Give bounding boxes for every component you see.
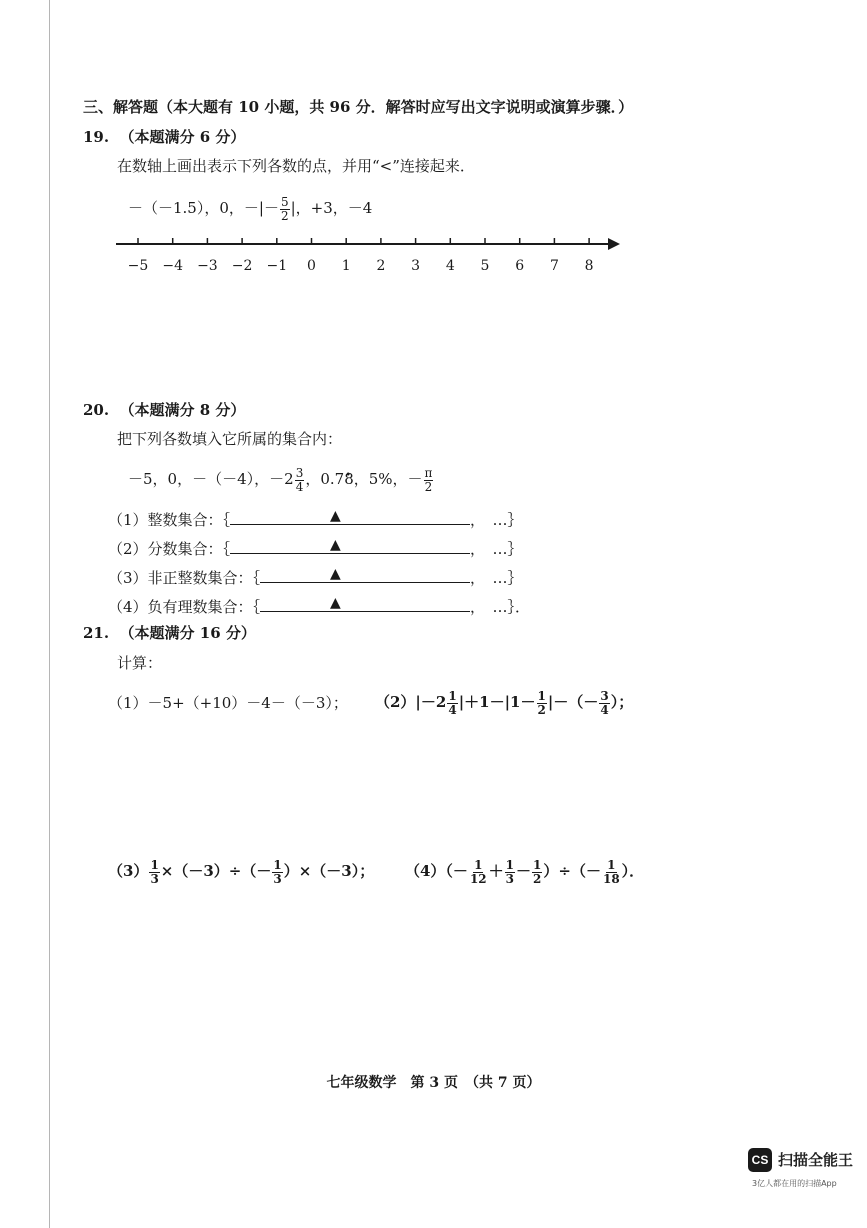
number-line-tick-label: −2 bbox=[231, 258, 253, 274]
q21-problem-1: （1）－5+（+10）－4－（－3）； bbox=[108, 694, 348, 712]
number-line-tick-label: 3 bbox=[411, 258, 421, 274]
p2-frac-3 bbox=[599, 690, 609, 717]
p4-plus: ＋ bbox=[488, 862, 504, 880]
q20-set-3 bbox=[108, 566, 523, 587]
frac-den: 3 bbox=[150, 871, 159, 886]
set-label: （4）负有理数集合：｛ bbox=[108, 598, 261, 616]
p4-end: ）． bbox=[621, 862, 645, 880]
number-line bbox=[110, 230, 630, 280]
p2-mid-1: |＋1－|1－ bbox=[458, 693, 536, 711]
q21-problem-3 bbox=[108, 853, 374, 889]
q19-frac-num: 5 bbox=[280, 194, 289, 209]
p4-mid: ）÷（－ bbox=[543, 862, 601, 880]
q21-instruction: 计算： bbox=[117, 654, 163, 672]
q20-numbers-a: －5，0，－（－4），－2 bbox=[128, 470, 294, 488]
q20-repeating-digit: • 8 bbox=[344, 470, 354, 488]
frac-num: 1 bbox=[607, 857, 616, 872]
answer-blank[interactable] bbox=[230, 508, 470, 525]
q21-problem-2 bbox=[375, 684, 633, 720]
q19-numbers-suffix: |，+3，－4 bbox=[290, 199, 373, 217]
triangle-marker: ▲ bbox=[330, 566, 341, 582]
frac-num: 1 bbox=[273, 857, 282, 872]
camscanner-logo-icon: CS bbox=[748, 1148, 772, 1172]
set-label: （3）非正整数集合：｛ bbox=[108, 569, 261, 587]
frac-den: 3 bbox=[505, 871, 515, 886]
q20-set-1 bbox=[108, 508, 523, 529]
frac-num: 1 bbox=[474, 857, 483, 872]
number-line-tick-label: 7 bbox=[549, 258, 559, 274]
p2-frac-1 bbox=[447, 690, 457, 717]
set-end: ， …｝ bbox=[470, 511, 523, 529]
q20-set-4 bbox=[108, 595, 530, 616]
p4-frac-4 bbox=[602, 859, 621, 886]
q20-pi-frac bbox=[424, 467, 434, 494]
p3-mid: ×（－3）÷（－ bbox=[160, 862, 272, 880]
frac-num: 1 bbox=[533, 857, 542, 872]
q21-header: 21. （本题满分 16 分） bbox=[83, 624, 256, 642]
q20-mixed-den: 4 bbox=[295, 479, 304, 494]
q20-numbers-c: ，5%，－ bbox=[353, 470, 423, 488]
q19-numbers bbox=[128, 193, 372, 223]
set-label: （1）整数集合：｛ bbox=[108, 511, 231, 529]
answer-blank[interactable] bbox=[260, 566, 470, 583]
frac-num: 1 bbox=[448, 688, 457, 703]
number-line-tick-label: −5 bbox=[127, 258, 149, 274]
p4-label: （4）（－ bbox=[405, 862, 468, 880]
triangle-marker: ▲ bbox=[330, 595, 341, 611]
number-line-tick-label: −1 bbox=[266, 258, 288, 274]
page-footer: 七年级数学 第 3 页 （共 7 页） bbox=[326, 1075, 541, 1091]
q21-problem-4 bbox=[405, 853, 644, 889]
frac-num: 1 bbox=[150, 857, 159, 872]
q20-mixed-frac bbox=[295, 467, 305, 494]
frac-den: 18 bbox=[602, 871, 620, 886]
q19-fraction bbox=[280, 196, 290, 223]
p3-label: （3） bbox=[108, 862, 149, 880]
p3-end: ）×（－3）； bbox=[283, 862, 375, 880]
answer-blank[interactable] bbox=[230, 537, 470, 554]
q20-instruction: 把下列各数填入它所属的集合内： bbox=[117, 430, 343, 448]
scanner-tagline: 3亿人都在用的扫描App bbox=[752, 1179, 837, 1188]
q20-set-2 bbox=[108, 537, 523, 558]
p4-minus: － bbox=[516, 862, 532, 880]
q20-mixed-num: 3 bbox=[295, 465, 304, 480]
q20-header: 20. （本题满分 8 分） bbox=[83, 401, 246, 419]
q20-numbers bbox=[128, 462, 434, 496]
number-line-arrow-icon bbox=[608, 238, 620, 250]
q19-header: 19. （本题满分 6 分） bbox=[83, 128, 246, 146]
p4-frac-1 bbox=[469, 859, 488, 886]
frac-num: 3 bbox=[600, 688, 609, 703]
number-line-tick-label: −4 bbox=[162, 258, 184, 274]
p2-mid-2: |－（－ bbox=[547, 693, 599, 711]
number-line-tick-label: 8 bbox=[584, 258, 594, 274]
number-line-tick-label: 1 bbox=[341, 258, 351, 274]
frac-num: 1 bbox=[505, 857, 515, 872]
q20-numbers-b: ，0.7 bbox=[305, 470, 345, 488]
p3-frac-2 bbox=[272, 859, 282, 886]
binding-edge-line bbox=[49, 0, 50, 1228]
number-line-tick-label: 0 bbox=[307, 258, 316, 274]
number-line-tick-label: 5 bbox=[480, 258, 490, 274]
number-line-tick-label: −3 bbox=[197, 258, 218, 274]
p4-frac-2 bbox=[505, 859, 515, 886]
q20-pi-den: 2 bbox=[424, 479, 433, 494]
p2-end: ）； bbox=[610, 693, 634, 711]
frac-den: 3 bbox=[273, 871, 282, 886]
triangle-marker: ▲ bbox=[330, 537, 341, 553]
scanner-app-name: 扫描全能王 bbox=[778, 1151, 854, 1169]
q19-frac-den: 2 bbox=[280, 208, 289, 223]
frac-num: 1 bbox=[537, 688, 546, 703]
answer-blank[interactable] bbox=[260, 595, 470, 612]
section-title: 三、解答题（本大题有 10 小题，共 96 分．解答时应写出文字说明或演算步骤．） bbox=[83, 98, 634, 116]
frac-den: 4 bbox=[448, 702, 457, 717]
frac-den: 2 bbox=[533, 871, 542, 886]
number-line-tick-label: 2 bbox=[376, 258, 386, 274]
q20-pi-num: π bbox=[424, 465, 433, 480]
number-line-tick-label: 4 bbox=[445, 258, 455, 274]
number-line-tick-label: 6 bbox=[515, 258, 525, 274]
frac-den: 4 bbox=[600, 702, 609, 717]
triangle-marker: ▲ bbox=[330, 508, 341, 524]
set-end: ， …｝． bbox=[470, 598, 531, 616]
q19-instruction: 在数轴上画出表示下列各数的点，并用“<”连接起来． bbox=[117, 157, 475, 175]
frac-den: 2 bbox=[537, 702, 546, 717]
frac-den: 12 bbox=[469, 871, 487, 886]
p4-frac-3 bbox=[532, 859, 542, 886]
set-label: （2）分数集合：｛ bbox=[108, 540, 231, 558]
p3-frac-1 bbox=[149, 859, 159, 886]
q19-numbers-prefix: －（－1.5），0，－|－ bbox=[128, 199, 279, 217]
p2-frac-2 bbox=[537, 690, 547, 717]
set-end: ， …｝ bbox=[470, 569, 523, 587]
set-end: ， …｝ bbox=[470, 540, 523, 558]
p2-label: （2）|－2 bbox=[375, 693, 447, 711]
